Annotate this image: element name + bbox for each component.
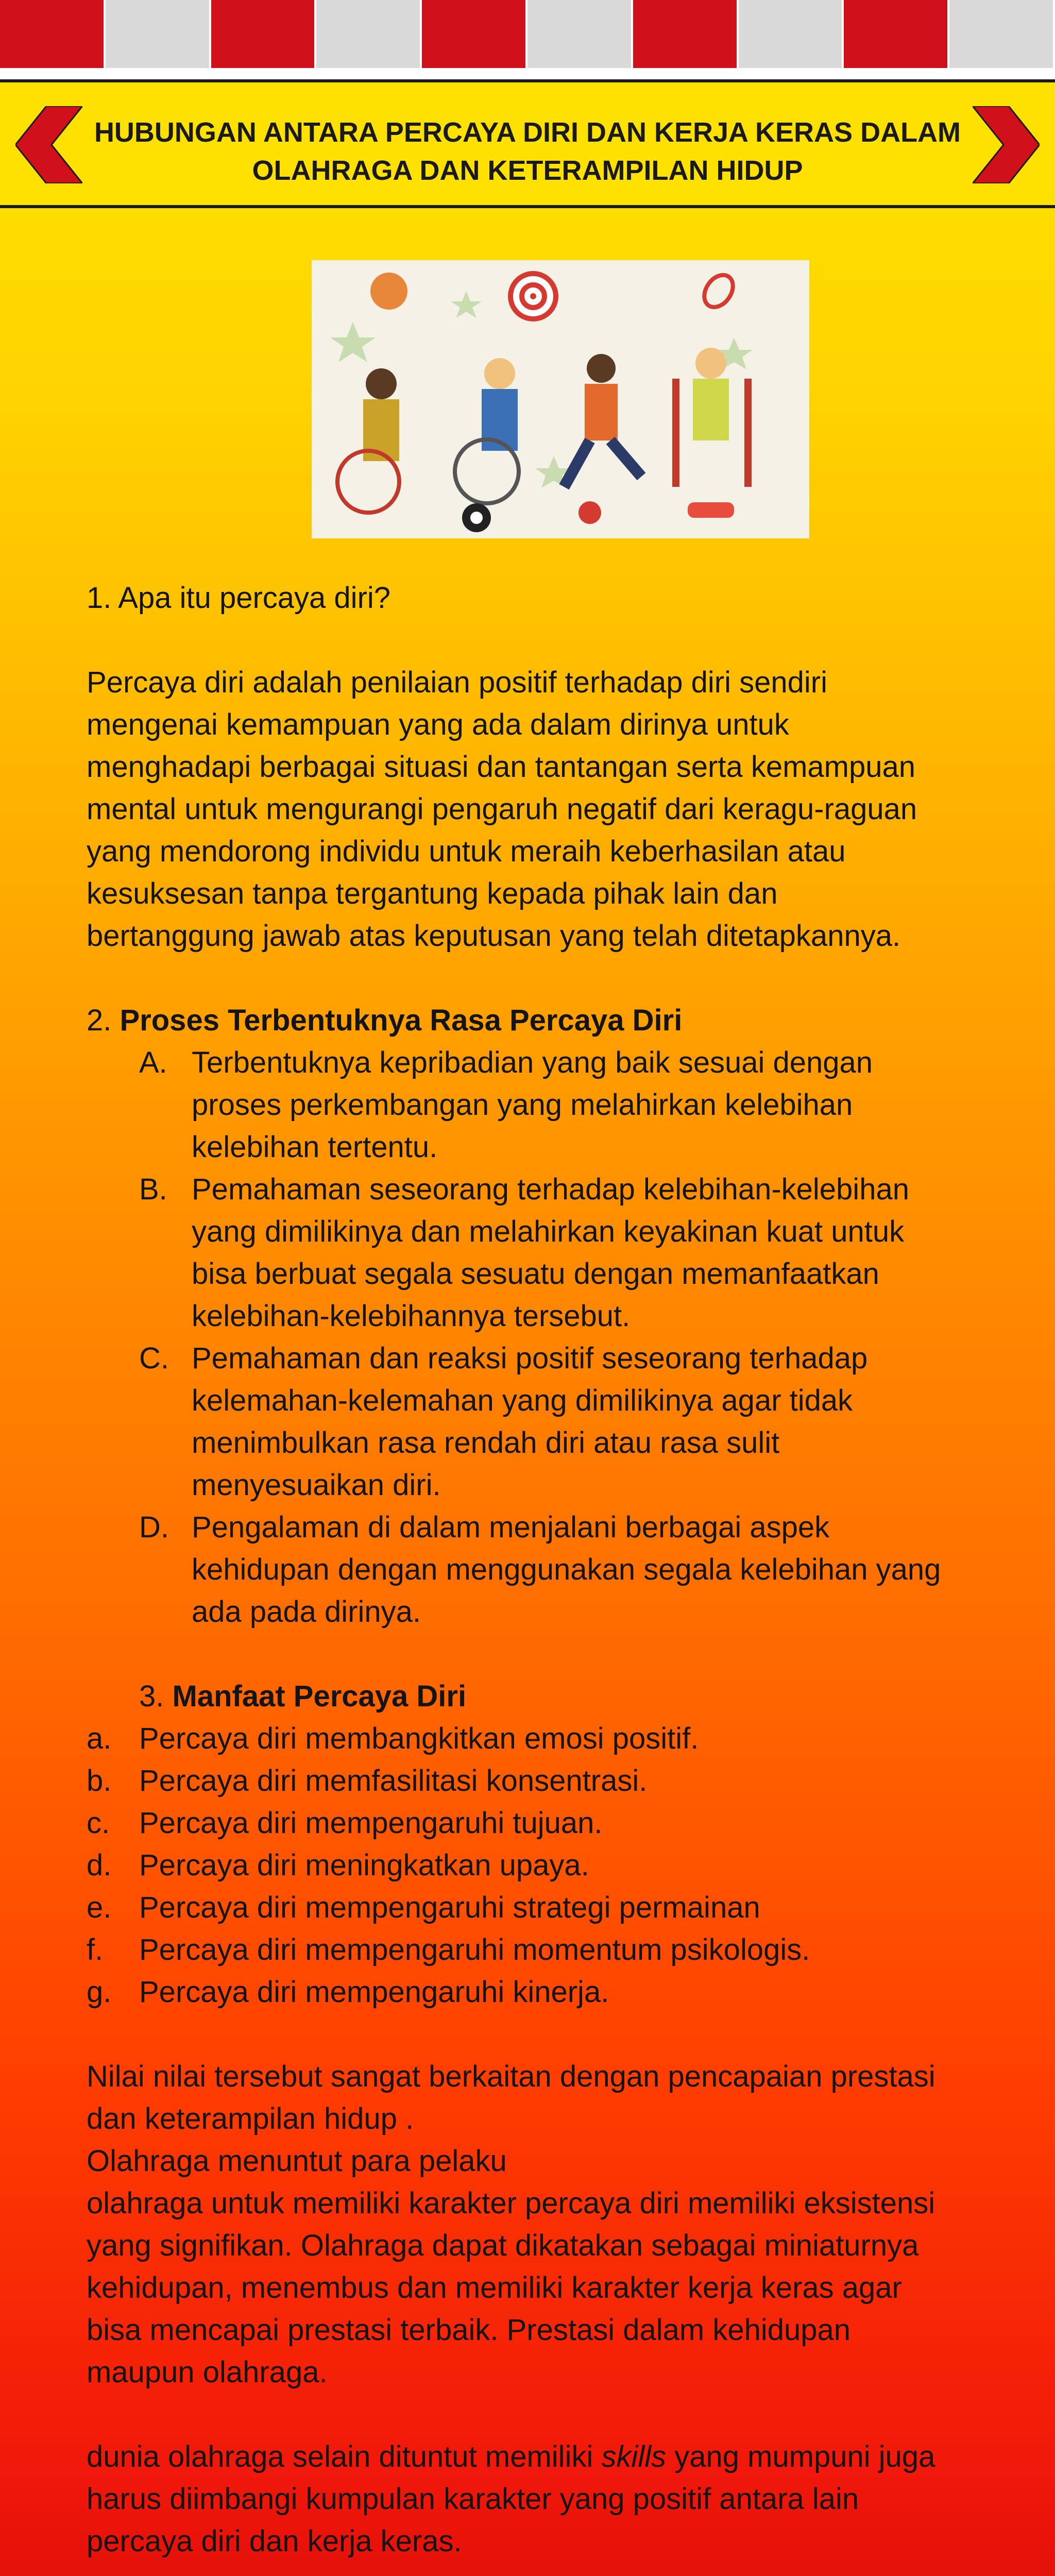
definition-paragraph: Percaya diri adalah penilaian positif terhadap diri sendiri mengenai kemampuan yang ada dalam dirinya untuk menghadapi berbagai situasi dan tantangan serta kemampuan mental untuk mengurangi pengaruh negatif dari keragu-raguan yang mendorong individu untuk meraih keberhasilan atau kesuksesan tanpa tergantung kepada pihak lain dan bertanggung jawab atas keputusan yang telah ditetapkannya. xyxy=(87,666,917,953)
list-item: C. Pemahaman dan reaksi positif seseorang terhadap kelemahan-kelemahan yang dimilikinya agar tidak menimbulkan rasa rendah diri atau rasa sulit menyesuaikan diri. xyxy=(139,1342,868,1502)
list-item: B. Pemahaman seseorang terhadap kelebihan-kelebihan yang dimilikinya dan melahirkan keyakinan kuat untuk bisa berbuat segala sesuatu dengan memanfaatkan kelebihan-kelebihannya tersebut. xyxy=(139,1173,909,1333)
list-item: f. Percaya diri mempengaruhi momentum psikologis. xyxy=(87,1933,810,1967)
final-paragraph: dunia olahraga selain dituntut memiliki skills yang mumpuni juga harus diimbangi kumpulan karakter yang positif antara lain percaya diri dan kerja keras. xyxy=(87,2440,935,2558)
top-stripe-border xyxy=(0,0,1055,68)
arrow-left-icon xyxy=(15,106,82,183)
closing-paragraph: Nilai nilai tersebut sangat berkaitan dengan pencapaian prestasi dan keterampilan hidup . Olahraga menuntut para pelaku olahraga untuk memiliki karakter percaya diri memiliki eksistensi yang signifikan. Olahraga dapat dikatakan sebagai miniaturnya kehidupan, menembus dan memiliki karakter kerja keras agar bisa mencapai prestasi terbaik. Prestasi dalam kehidupan maupun olahraga. xyxy=(87,2060,935,2389)
section-2-heading: 2. Proses Terbentuknya Rasa Percaya Diri xyxy=(87,1004,683,1037)
question-1: 1. Apa itu percaya diri? xyxy=(87,581,391,615)
list-item: c. Percaya diri mempengaruhi tujuan. xyxy=(87,1806,603,1840)
list-item: d. Percaya diri meningkatkan upaya. xyxy=(87,1849,589,1882)
list-item: A. Terbentuknya kepribadian yang baik sesuai dengan proses perkembangan yang melahirkan kelebihan kelebihan tertentu. xyxy=(139,1046,873,1164)
list-item: D. Pengalaman di dalam menjalani berbagai aspek kehidupan dengan menggunakan segala kelebihan yang ada pada dirinya. xyxy=(139,1511,941,1629)
page-title: HUBUNGAN ANTARA PERCAYA DIRI DAN KERJA KERAS DALAM OLAHRAGA DAN KETERAMPILAN HIDUP xyxy=(94,117,961,186)
content-body xyxy=(87,577,1009,2563)
list-item: a. Percaya diri membangkitkan emosi positif. xyxy=(87,1722,699,1755)
process-list xyxy=(87,1042,1009,1633)
sports-inclusion-illustration xyxy=(312,260,809,538)
list-item: g. Percaya diri mempengaruhi kinerja. xyxy=(87,1975,609,2009)
white-band xyxy=(0,68,1055,79)
section-3-heading: 3. Manfaat Percaya Diri xyxy=(139,1680,467,1713)
list-item: e. Percaya diri mempengaruhi strategi permainan xyxy=(87,1891,760,1924)
arrow-right-icon xyxy=(973,106,1040,183)
title-bar xyxy=(0,79,1055,208)
benefits-list xyxy=(87,1718,1009,2013)
list-item: b. Percaya diri memfasilitasi konsentrasi. xyxy=(87,1764,648,1798)
